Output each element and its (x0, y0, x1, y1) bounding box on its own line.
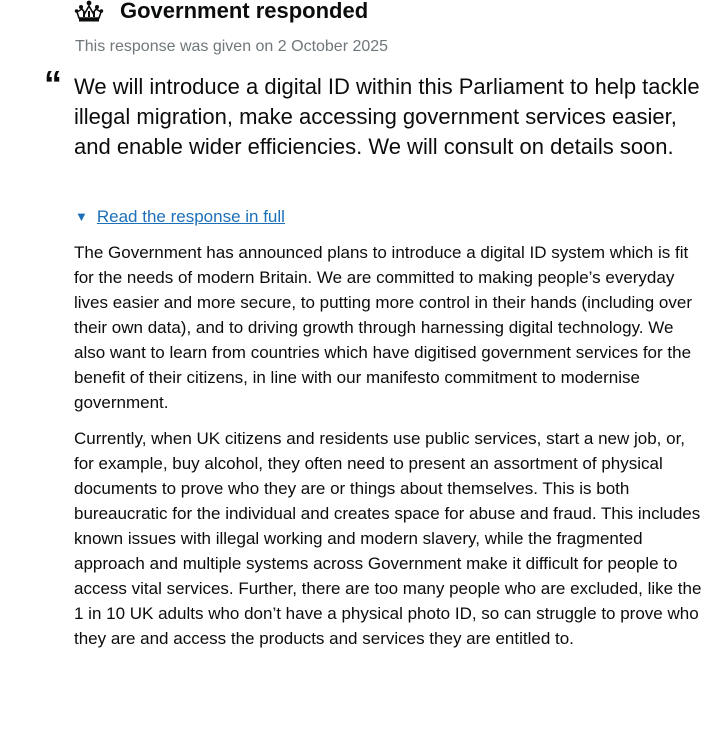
page-title: Government responded (120, 0, 369, 23)
read-full-response-toggle[interactable] (75, 206, 285, 228)
response-date: This response was given on 2 October 2025 (75, 38, 389, 55)
response-summary: We will introduce a digital ID within this Parliament to help tackle illegal migration, make accessing government services easier, and enable wider efficiencies. We will consult on details soon. (74, 74, 700, 159)
response-header (74, 0, 368, 28)
triangle-down-icon: ▼ (75, 209, 88, 224)
response-paragraph: The Government has announced plans to introduce a digital ID system which is fit for the needs of modern Britain. We are committed to making people’s everyday lives easier and more secure, to putting more control in their hands (including over their own data), and to driving growth through harnessing digital technology. We also want to learn from countries which have digitised government services for the benefit of their citizens, in line with our manifesto commitment to modernise government. (74, 243, 692, 412)
crown-icon (74, 0, 104, 24)
quote-mark-icon: “ (44, 63, 62, 104)
full-response-body (74, 240, 704, 662)
read-full-response-link[interactable]: Read the response in full (96, 207, 285, 226)
response-paragraph: Currently, when UK citizens and residents use public services, start a new job, or, for example, buy alcohol, they often need to present an assortment of physical documents to prove who they are or things about themselves. This is both bureaucratic for the individual and creates space for abuse and fraud. This includes known issues with illegal working and modern slavery, while the fragmented approach and multiple systems across Government make it difficult for people to access vital services. Further, there are too many people who are excluded, like the 1 in 10 UK adults who don’t have a physical photo ID, so can struggle to prove who they are and access the products and services they are entitled to. (74, 429, 702, 648)
